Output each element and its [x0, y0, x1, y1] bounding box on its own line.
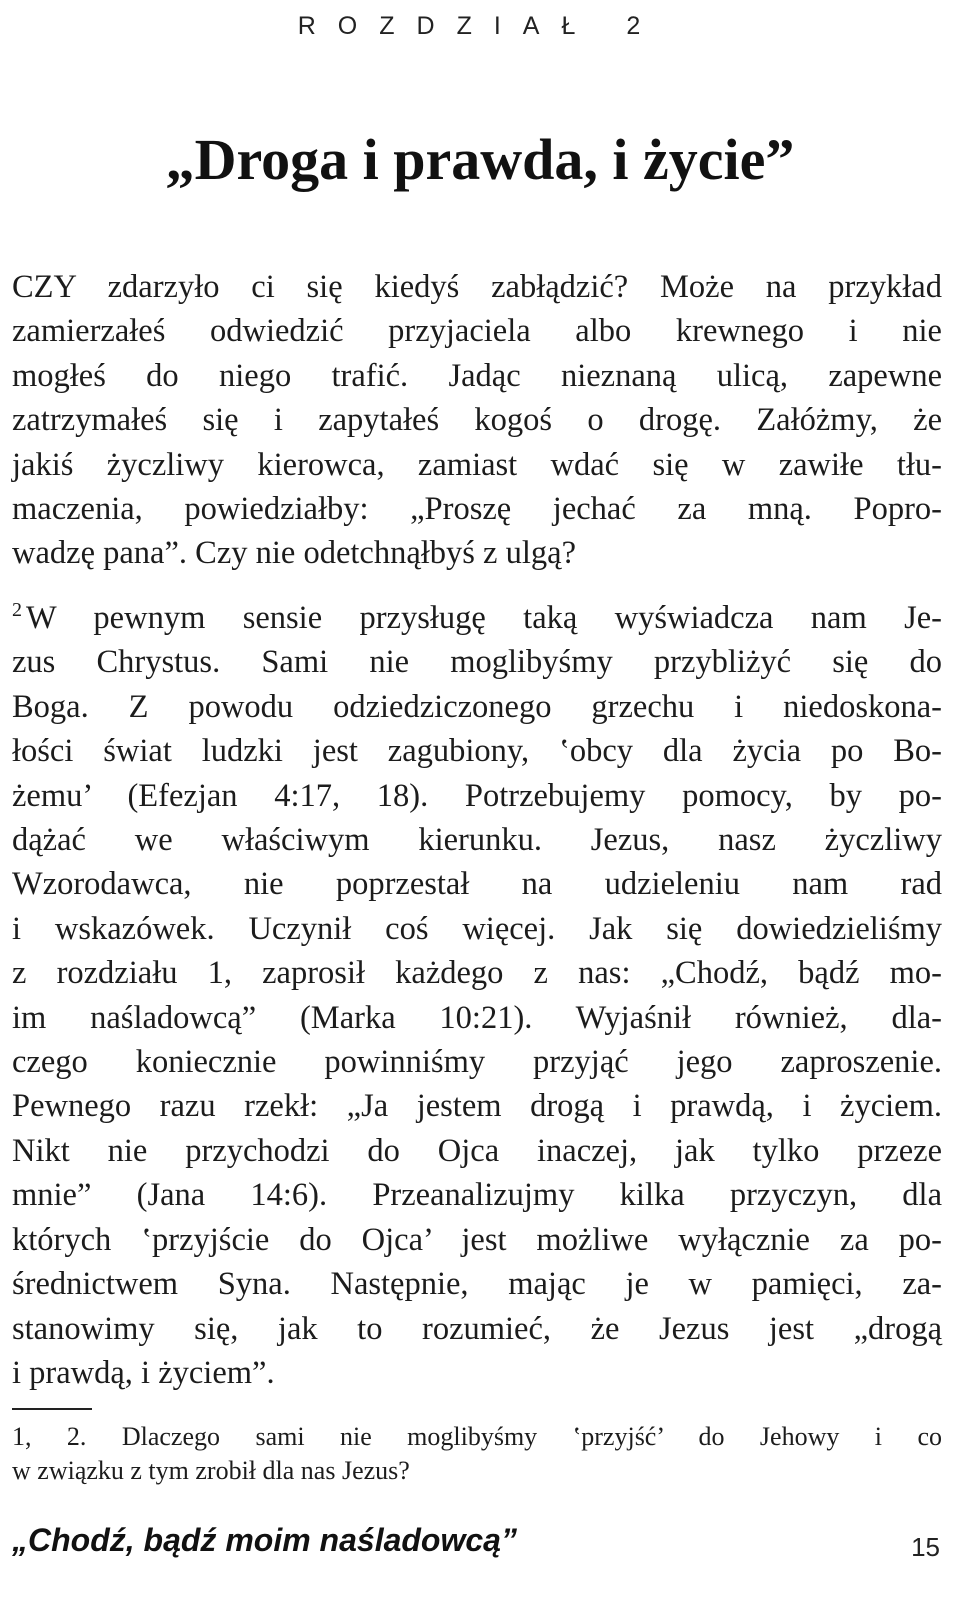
text-line [12, 588, 942, 640]
text-line [12, 774, 942, 818]
text-line [12, 487, 942, 531]
text-line-content: z rozdziału 1, zaprosił każdego z nas: „Chodź, bądź mo- [12, 955, 942, 992]
text-line [12, 531, 942, 575]
text-line [12, 1351, 942, 1395]
text-line [12, 398, 942, 442]
text-line-content: zus Chrystus. Sami nie moglibyśmy przybliżyć się do [12, 644, 942, 681]
text-line-content: CZY zdarzyło ci się kiedyś zabłądzić? Może na przykład [12, 269, 942, 305]
text-line [12, 1307, 942, 1351]
text-line [12, 862, 942, 906]
text-line [12, 729, 942, 773]
text-line-content: średnictwem Syna. Następnie, mając je w pamięci, za- [12, 1266, 942, 1303]
text-line-content: zamierzałeś odwiedzić przyjaciela albo krewnego i nie [12, 313, 942, 350]
chapter-heading: ROZDZIAŁ 2 [297, 12, 663, 40]
text-line [12, 443, 942, 487]
question-line: w związku z tym zrobił dla nas Jezus? [12, 1456, 410, 1485]
text-line-content: zatrzymałeś się i zapytałeś kogoś o drogę. Załóżmy, że [12, 402, 942, 439]
text-line-content: mogłeś do niego trafić. Jadąc nieznaną ulicą, zapewne [12, 357, 942, 394]
chapter-title: „Droga i prawda, i życie” [165, 127, 795, 192]
paragraph-2 [12, 588, 942, 1395]
text-line-content: i wskazówek. Uczynił coś więcej. Jak się dowiedzieliśmy [12, 910, 942, 947]
text-line [12, 996, 942, 1040]
text-line [12, 951, 942, 995]
study-question [12, 1420, 942, 1488]
text-line-content: żemu’ (Efezjan 4:17, 18). Potrzebujemy pomocy, by po- [12, 777, 942, 814]
text-line [12, 640, 942, 684]
text-line [12, 685, 942, 729]
question-line: 1, 2. Dlaczego sami nie moglibyśmy ‛przyjść’ do Jehowy i co [12, 1422, 942, 1451]
text-line-content: mnie” (Jana 14:6). Przeanalizujmy kilka przyczyn, dla [12, 1177, 942, 1214]
text-line [12, 1040, 942, 1084]
text-line-content: Nikt nie przychodzi do Ojca inaczej, jak tylko przeze [12, 1132, 942, 1169]
text-line-content: dążać we właściwym kierunku. Jezus, nasz życzliwy [12, 822, 942, 859]
text-line-content: im naśladowcą” (Marka 10:21). Wyjaśnił również, dla- [12, 999, 942, 1036]
text-line-content: których ‛przyjście do Ojca’ jest możliwe wyłącznie za po- [12, 1221, 942, 1258]
text-line [12, 1129, 942, 1173]
text-line [12, 1173, 942, 1217]
footnote-divider [12, 1408, 92, 1410]
text-line-content: wadzę pana”. Czy nie odetchnąłbyś z ulgą? [12, 535, 576, 572]
text-line [12, 354, 942, 398]
page-number: 15 [911, 1532, 940, 1562]
text-line [12, 907, 942, 951]
footer-book-title: „Chodź, bądź moim naśladowcą” [12, 1522, 517, 1558]
text-line [12, 1262, 942, 1306]
text-line-content: łości świat ludzki jest zagubiony, ‛obcy dla życia po Bo- [12, 733, 942, 770]
paragraph-number: 2 [12, 599, 22, 621]
text-line [12, 1218, 942, 1262]
text-line-content: W pewnym sensie przysługę taką wyświadcza nam Je- [26, 600, 942, 636]
text-line [12, 265, 942, 309]
text-line-content: maczenia, powiedziałby: „Proszę jechać za mną. Popro- [12, 491, 942, 528]
text-line [12, 309, 942, 353]
text-line-content: i prawdą, i życiem”. [12, 1354, 275, 1391]
text-line-content: jakiś życzliwy kierowca, zamiast wdać się w zawiłe tłu- [12, 446, 942, 483]
text-line-content: Boga. Z powodu odziedziczonego grzechu i niedoskona- [12, 688, 942, 725]
text-line-content: stanowimy się, jak to rozumieć, że Jezus jest „drogą [12, 1310, 942, 1347]
paragraph-1 [12, 265, 942, 576]
text-line-content: Wzorodawca, nie poprzestał na udzieleniu nam rad [12, 866, 942, 903]
text-line-content: czego koniecznie powinniśmy przyjąć jego zaproszenie. [12, 1044, 942, 1081]
text-line-content: Pewnego razu rzekł: „Ja jestem drogą i prawdą, i życiem. [12, 1088, 942, 1125]
text-line [12, 1084, 942, 1128]
text-line [12, 818, 942, 862]
